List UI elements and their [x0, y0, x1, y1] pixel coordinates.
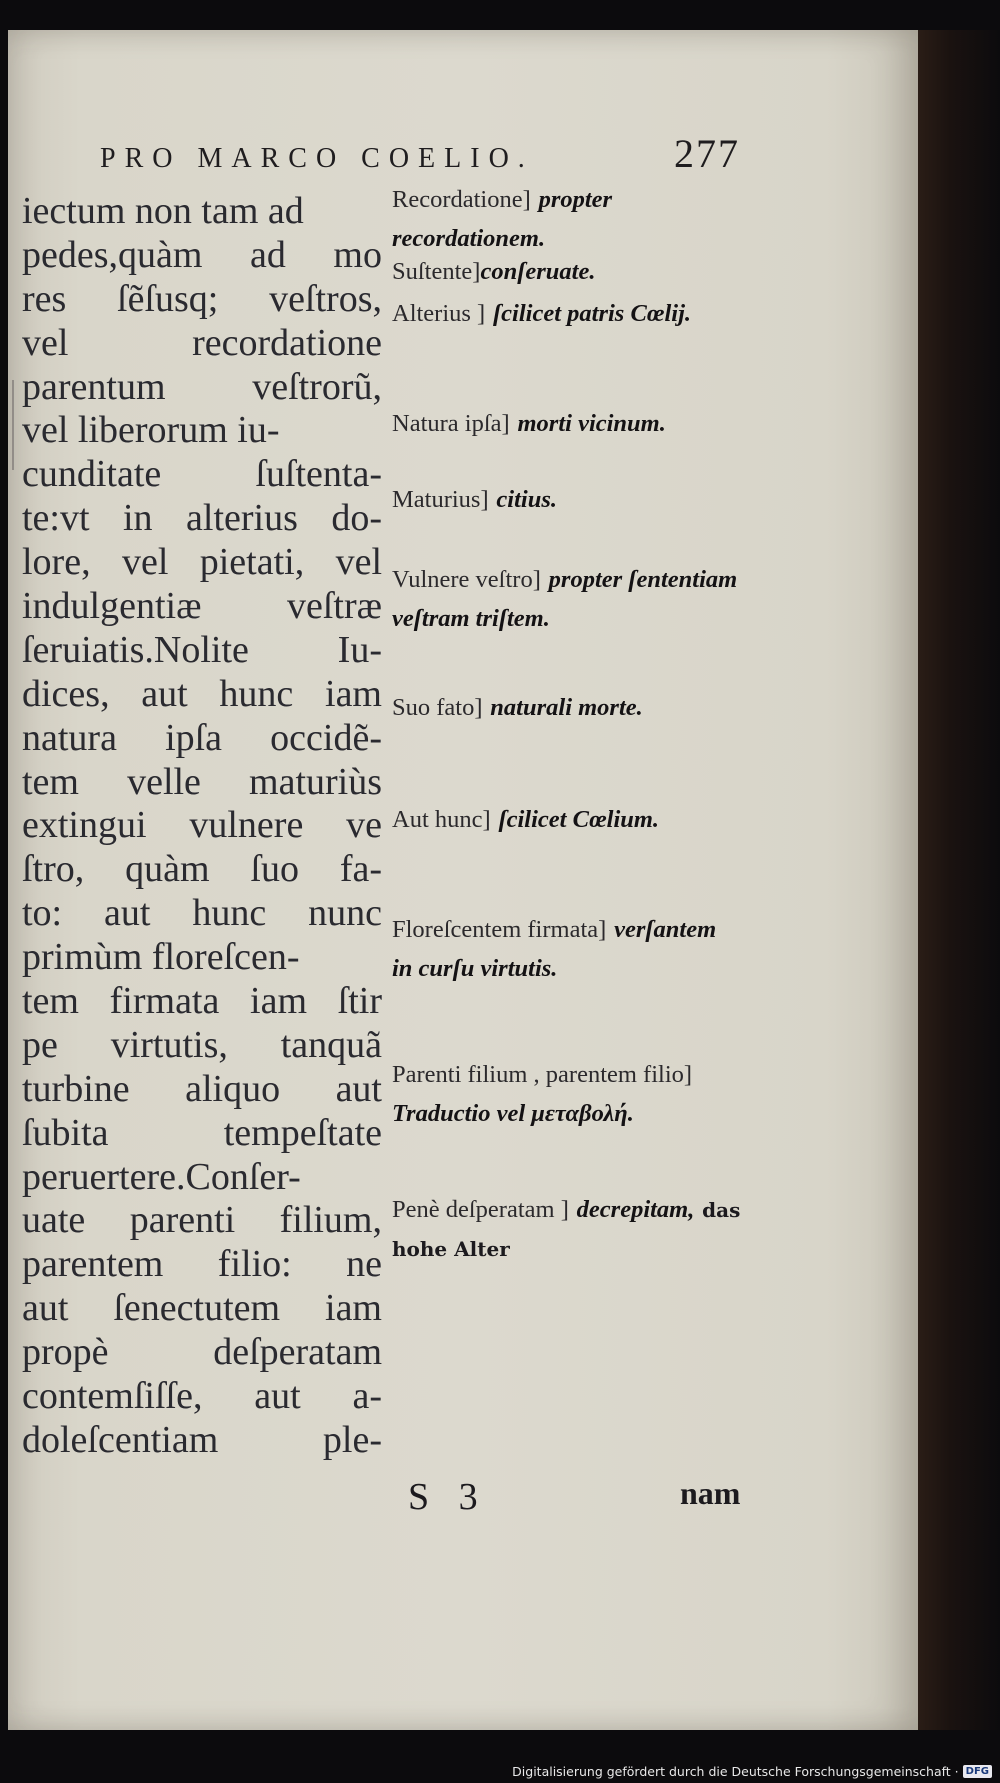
- gloss-lemma: Suſtente]: [392, 258, 481, 285]
- text-line: tem velle maturiùs: [22, 760, 382, 803]
- gloss-entry: [392, 910, 742, 988]
- text-line: tem firmata iam ſtir: [22, 980, 382, 1023]
- gloss-explanation: Traductio vel μεταβολή.: [392, 1100, 634, 1127]
- main-text-column: [22, 190, 382, 1463]
- gloss-lemma: Penè deſperatam ]: [392, 1196, 569, 1223]
- text-line: doleſcentiam ple-: [22, 1418, 382, 1461]
- text-line: lore, vel pietati, vel: [22, 541, 382, 584]
- text-line: iectum non tam ad: [22, 190, 304, 232]
- gloss-entry: [392, 560, 742, 638]
- footer-text: Digitalisierung gefördert durch die Deutsche Forschungsgemeinschaft ·: [512, 1764, 959, 1779]
- text-line: indulgentiæ veſtræ: [22, 585, 382, 628]
- gloss-explanation: propter recordationem.: [392, 186, 613, 252]
- text-line: vel liberorum iu-: [22, 409, 280, 452]
- text-line: uate parenti filium,: [22, 1199, 382, 1242]
- text-line: contemſiſſe, aut a-: [22, 1375, 382, 1418]
- gloss-explanation: ſcilicet patris Cœlij.: [493, 300, 692, 327]
- text-line: natura ipſa occidẽ-: [22, 716, 382, 759]
- text-line: propè deſperatam: [22, 1331, 382, 1374]
- gloss-entry: [392, 294, 742, 333]
- gloss-lemma: Natura ipſa]: [392, 410, 510, 437]
- gloss-lemma: Vulnere veſtro]: [392, 566, 541, 593]
- text-line: primùm floreſcen-: [22, 936, 300, 979]
- gloss-lemma: Parenti filium , parentem filio]: [392, 1061, 693, 1088]
- gloss-entry: [392, 1055, 742, 1133]
- gloss-explanation: conſeruate.: [480, 258, 596, 285]
- text-line: turbine aliquo aut: [22, 1067, 382, 1110]
- dfg-logo: DFG: [963, 1765, 992, 1778]
- gloss-explanation: naturali morte.: [490, 694, 643, 721]
- gloss-lemma: Suo fato]: [392, 694, 483, 721]
- text-line: cunditate ſuſtenta-: [22, 453, 382, 496]
- page-number: 277: [674, 131, 740, 176]
- gloss-lemma: Maturius]: [392, 486, 489, 513]
- gloss-explanation: verſantem in curſu virtutis.: [392, 916, 717, 982]
- gloss-lemma: Aut hunc]: [392, 806, 491, 833]
- gloss-entry: [392, 480, 742, 519]
- page-edge-shadow: [918, 30, 1000, 1730]
- digitization-footer: [512, 1764, 992, 1779]
- text-line: ſeruiatis.Nolite Iu-: [22, 628, 382, 671]
- signature-mark: S 3: [408, 1476, 488, 1518]
- gloss-german: das hohe Alter: [392, 1198, 741, 1261]
- text-line: peruertere.Conſer-: [22, 1155, 301, 1198]
- gloss-explanation: decrepitam,: [576, 1196, 695, 1223]
- text-line: ſtro, quàm ſuo fa-: [22, 848, 382, 891]
- gloss-explanation: citius.: [496, 486, 558, 513]
- text-line: pe virtutis, tanquã: [22, 1023, 382, 1066]
- text-line: parentum veſtrorũ,: [22, 365, 382, 408]
- page-header: [100, 130, 740, 177]
- running-head: PRO MARCO COELIO.: [100, 143, 534, 174]
- gloss-entry: [392, 800, 742, 839]
- gloss-lemma: Floreſcentem firmata]: [392, 916, 607, 943]
- gloss-explanation: morti vicinum.: [517, 410, 666, 437]
- gloss-entry: [392, 180, 742, 258]
- gloss-lemma: Alterius ]: [392, 300, 486, 327]
- gloss-explanation: propter ſententiam veſtram triſtem.: [392, 566, 738, 632]
- text-line: res ſẽſusq; veſtros,: [22, 277, 382, 320]
- text-line: pedes,quàm ad mo: [22, 233, 382, 276]
- gloss-entry: [392, 1190, 742, 1268]
- gloss-entry: [392, 404, 742, 443]
- text-line: parentem filio: ne: [22, 1243, 382, 1286]
- text-line: te:vt in alterius do-: [22, 497, 382, 540]
- text-line: aut ſenectutem iam: [22, 1287, 382, 1330]
- margin-pencil-mark: [12, 380, 14, 470]
- gloss-lemma: Recordatione]: [392, 186, 531, 213]
- text-line: to: aut hunc nunc: [22, 892, 382, 935]
- gloss-entry: [392, 688, 742, 727]
- catchword: nam: [680, 1475, 741, 1511]
- text-line: dices, aut hunc iam: [22, 672, 382, 715]
- text-line: extingui vulnere ve: [22, 804, 382, 847]
- text-line: vel recordatione: [22, 321, 382, 364]
- gloss-entry: [392, 252, 742, 291]
- text-line: ſubita tempeſtate: [22, 1111, 382, 1154]
- gloss-explanation: ſcilicet Cœlium.: [498, 806, 660, 833]
